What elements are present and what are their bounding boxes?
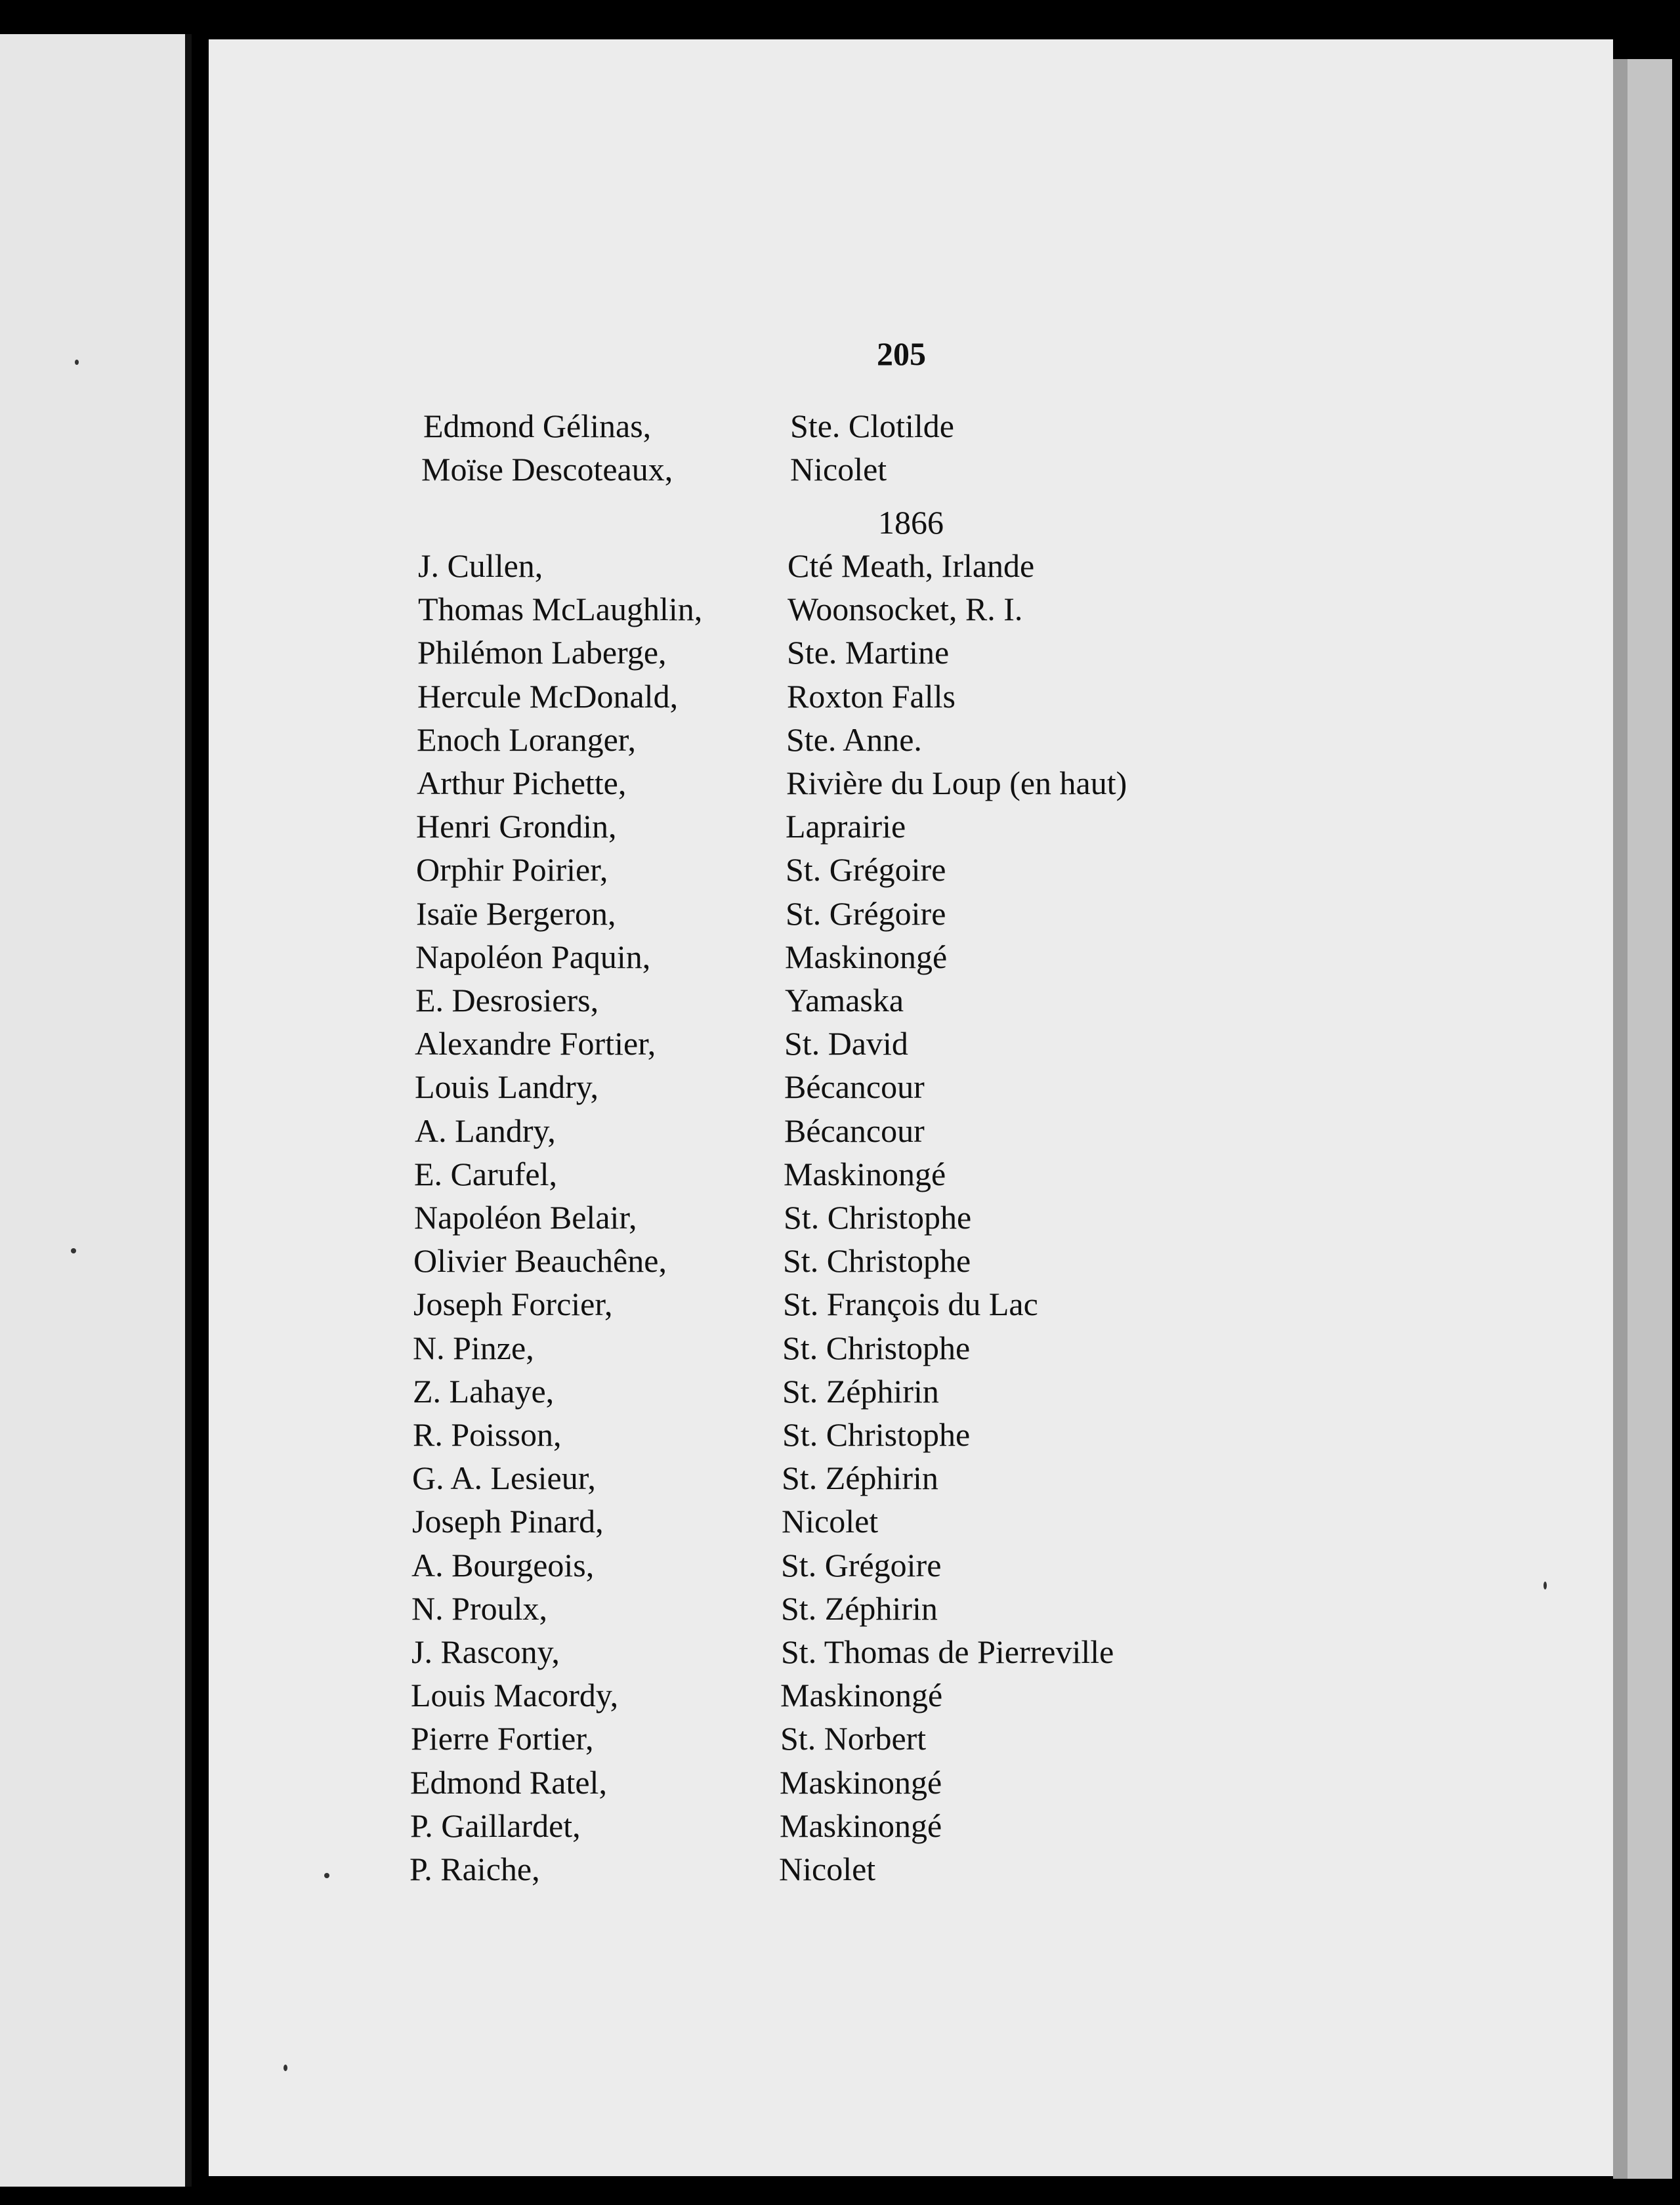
entry-place: Nicolet [779, 1851, 876, 1887]
entry-place: St. David [784, 1025, 908, 1062]
page-speck [284, 2065, 287, 2071]
entry-name: Alexandre Fortier, [415, 1025, 656, 1062]
entry-name: Enoch Loranger, [417, 721, 636, 758]
entry-name: Henri Grondin, [416, 808, 617, 845]
entry-name: G. A. Lesieur, [412, 1460, 596, 1496]
entry-name: Philémon Laberge, [417, 634, 667, 671]
entry-place: St. Zéphirin [782, 1460, 938, 1496]
entry-name: R. Poisson, [413, 1416, 562, 1453]
entry-place: St. Zéphirin [782, 1373, 939, 1410]
entry-place: Yamaska [785, 982, 904, 1018]
entry-name: P. Raiche, [410, 1851, 540, 1887]
left-page-edge [0, 34, 190, 2187]
entry-name: Hercule McDonald, [417, 678, 679, 715]
entry-place: St. Zéphirin [781, 1590, 938, 1627]
entry-place: St. Grégoire [786, 895, 946, 932]
entry-place: Nicolet [782, 1503, 879, 1540]
entry-place: Maskinongé [780, 1764, 942, 1801]
entry-place: Cté Meath, Irlande [788, 547, 1035, 584]
entry-name: Isaïe Bergeron, [416, 895, 616, 932]
entry-name: Napoléon Belair, [414, 1199, 637, 1236]
entry-place: Ste. Clotilde [790, 408, 954, 444]
entry-name: N. Pinze, [413, 1330, 534, 1366]
entry-place: Bécancour [784, 1112, 925, 1149]
entry-name: A. Bourgeois, [411, 1547, 595, 1584]
entry-place: St. Norbert [780, 1720, 927, 1757]
entry-place: St. Grégoire [786, 851, 946, 888]
entry-place: St. Christophe [782, 1330, 971, 1366]
entry-name: Moïse Descoteaux, [421, 451, 673, 488]
entry-name: Pierre Fortier, [411, 1720, 594, 1757]
entry-place: St. Grégoire [781, 1547, 942, 1584]
entry-place: Maskinongé [780, 1677, 943, 1713]
entry-place: St. Christophe [783, 1242, 971, 1279]
page-speck [1544, 1582, 1547, 1589]
entry-name: Joseph Pinard, [412, 1503, 604, 1540]
entry-name: J. Rascony, [411, 1633, 560, 1670]
entry-place: Ste. Martine [787, 634, 950, 671]
page-speck [324, 1873, 329, 1878]
entry-name: Joseph Forcier, [413, 1286, 613, 1322]
entry-place: St. Christophe [782, 1416, 971, 1453]
page-stack-shadow [1613, 59, 1628, 2179]
entry-place: Ste. Anne. [786, 721, 922, 758]
entry-name: P. Gaillardet, [410, 1807, 581, 1844]
entry-place: St. Thomas de Pierreville [781, 1633, 1114, 1670]
entry-name: E. Carufel, [414, 1156, 557, 1192]
entry-name: E. Desrosiers, [415, 982, 599, 1018]
entry-place: Maskinongé [785, 938, 948, 975]
entry-name: Thomas McLaughlin, [418, 591, 703, 627]
entry-name: Orphir Poirier, [416, 851, 608, 888]
entry-name: N. Proulx, [411, 1590, 547, 1627]
entry-name: Edmond Gélinas, [423, 408, 652, 444]
entry-name: Edmond Ratel, [410, 1764, 607, 1801]
page-speck [71, 1248, 76, 1253]
entry-name: Napoléon Paquin, [415, 938, 651, 975]
entry-place: Roxton Falls [787, 678, 956, 715]
entry-place: Maskinongé [780, 1807, 942, 1844]
entry-name: J. Cullen, [418, 547, 543, 584]
entry-name: Louis Landry, [415, 1068, 599, 1105]
entry-name: A. Landry, [415, 1112, 556, 1149]
entry-place: Laprairie [786, 808, 906, 845]
entry-name: Louis Macordy, [411, 1677, 619, 1713]
entry-place: Rivière du Loup (en haut) [786, 765, 1127, 801]
entry-place: Maskinongé [784, 1156, 946, 1192]
year-heading: 1866 [878, 504, 944, 541]
entry-place: Nicolet [790, 451, 887, 488]
entry-place: St. François du Lac [783, 1286, 1038, 1322]
page-speck [75, 360, 79, 365]
entry-name: Z. Lahaye, [413, 1373, 555, 1410]
page-number: 205 [877, 335, 926, 372]
entry-name: Arthur Pichette, [417, 765, 627, 801]
entry-place: Woonsocket, R. I. [788, 591, 1023, 627]
entry-place: St. Christophe [784, 1199, 972, 1236]
entry-name: Olivier Beauchêne, [413, 1242, 667, 1279]
entry-place: Bécancour [784, 1068, 925, 1105]
book-gutter [185, 34, 192, 2187]
